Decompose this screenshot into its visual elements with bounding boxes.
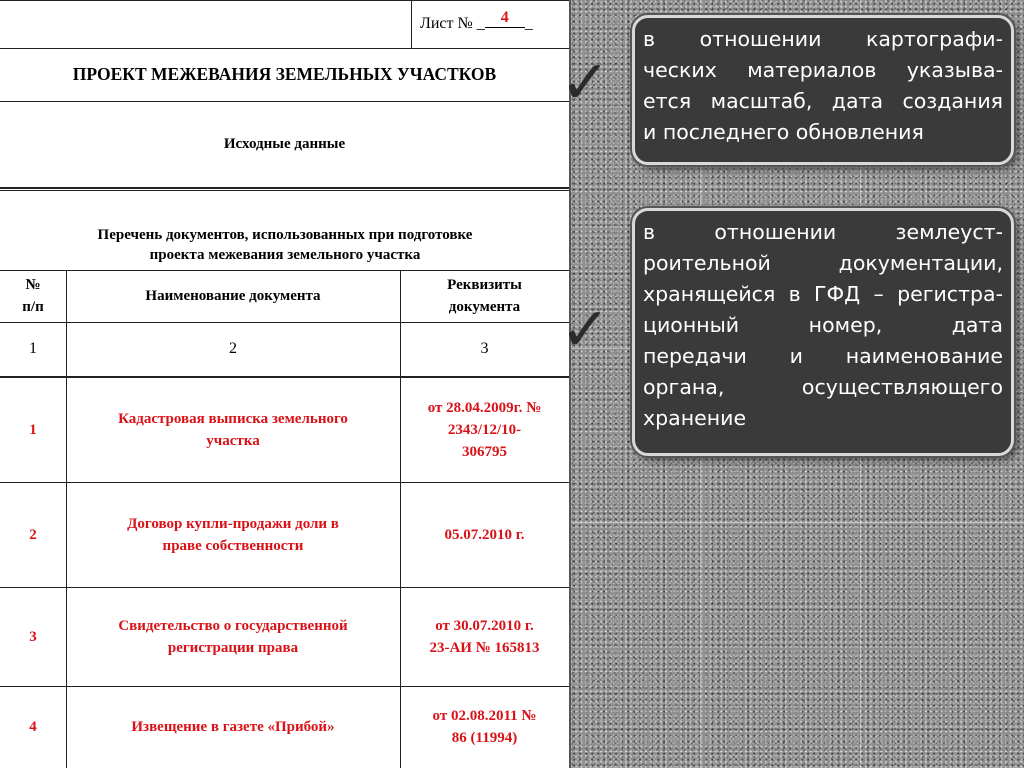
callout-line: ционный номер, дата [643, 313, 1003, 337]
cell-text: Договор купли-продажи доли в [127, 515, 339, 532]
cell-text: от 28.04.2009г. № [427, 400, 542, 416]
table-row-name [66, 587, 400, 686]
list-caption-line: проекта межевания земельного участка [149, 247, 421, 263]
callout-land-management [632, 208, 1014, 456]
sheet-label: Лист № [420, 15, 473, 32]
table-row-name [66, 378, 400, 482]
grid-line [570, 522, 1024, 523]
cell-text: участка [206, 433, 260, 449]
document-title: ПРОЕКТ МЕЖЕВАНИЯ ЗЕМЕЛЬНЫХ УЧАСТКОВ [72, 64, 497, 84]
cell-text: регистрации права [167, 639, 299, 656]
callout-line: роительной документации, [643, 251, 1003, 275]
table-border [0, 187, 569, 189]
cell-text: 86 (11994) [451, 730, 518, 746]
table-row-requisites [400, 686, 569, 768]
cell-text: Кадастровая выписка земельного [118, 411, 348, 427]
header-text: Реквизиты [447, 277, 522, 293]
sheet-number: 4 [485, 9, 525, 28]
cell-text: 05.07.2010 г. [444, 526, 525, 543]
column-header-number [0, 270, 66, 322]
cell-text: от 30.07.2010 г. [435, 617, 534, 634]
callout-line: хранение [643, 406, 747, 430]
cell-text: 306795 [462, 444, 507, 460]
table-border [0, 190, 569, 191]
list-caption-line: Перечень документов, использованных при подготовке [97, 227, 473, 243]
callout-cartographic [632, 15, 1014, 165]
callout-line: ется масштаб, дата создания [643, 89, 1003, 113]
header-text: документа [448, 299, 521, 315]
cell-text: Свидетельство о государственной [118, 617, 348, 634]
cell-text: 2343/12/10- [447, 422, 522, 438]
table-row-name [66, 686, 400, 768]
callout-line: в отношении картографи- [643, 27, 1003, 51]
column-header-requisites [400, 270, 569, 322]
table-row-number: 2 [29, 526, 37, 543]
checkmark-icon: ✓ [560, 295, 611, 365]
column-number: 1 [29, 340, 37, 357]
callout-line: органа, осуществляющего [643, 375, 1003, 399]
list-caption [10, 220, 560, 270]
table-row-name [66, 482, 400, 587]
header-text: № [25, 277, 41, 293]
table-row-requisites [400, 378, 569, 482]
section-subtitle: Исходные данные [223, 135, 346, 152]
table-row-requisites [400, 587, 569, 686]
column-number: 3 [480, 340, 489, 357]
table-row-requisites [400, 482, 569, 587]
table-row-number: 3 [29, 628, 37, 645]
callout-line: передачи и наименование [643, 344, 1003, 368]
callout-line: в отношении землеуст- [643, 220, 1003, 244]
callout-line: и последнего обновления [643, 120, 924, 144]
cell-text: 23-АИ № 165813 [429, 639, 540, 656]
column-header-name [66, 270, 400, 322]
header-text: Наименование документа [145, 288, 321, 304]
checkmark-icon: ✓ [560, 48, 611, 118]
cell-text: Извещение в газете «Прибой» [131, 719, 335, 735]
cell-text: от 02.08.2011 № [432, 708, 537, 724]
table-row-number: 1 [29, 422, 37, 438]
column-number: 2 [229, 340, 237, 357]
cell-text: праве собственности [162, 537, 304, 554]
callout-line: хранящейся в ГФД – регистра- [643, 282, 1003, 306]
header-text: п/п [22, 299, 44, 315]
callout-line: ческих материалов указыва- [643, 58, 1003, 82]
table-row-number: 4 [29, 719, 37, 735]
sheet-number-label: Лист № _ 4 _ [420, 8, 533, 32]
